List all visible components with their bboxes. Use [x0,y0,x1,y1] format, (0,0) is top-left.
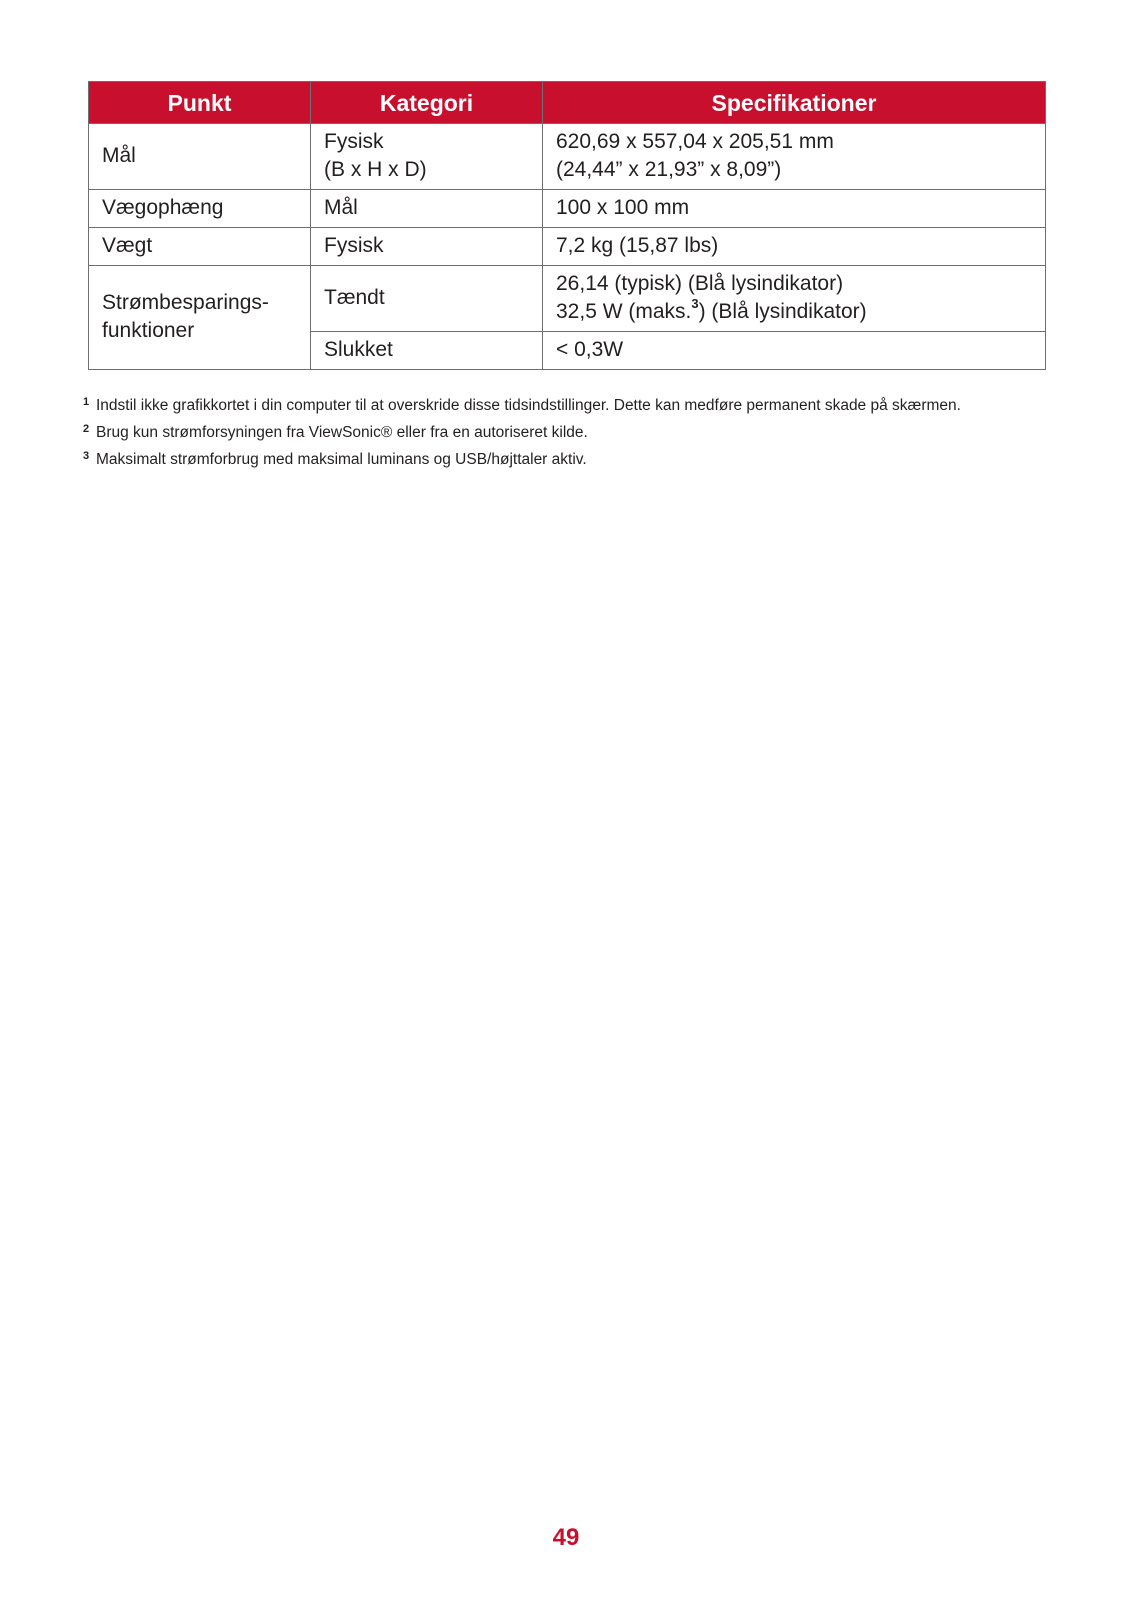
cell-spec-vaegt: 7,2 kg (15,87 lbs) [543,228,1046,266]
header-kategori: Kategori [311,82,543,124]
cell-punkt-vaegophaeng: Vægophæng [89,190,311,228]
footnote-text: Indstil ikke grafikkortet i din computer til at overskride disse tidsindstillinger. Dette kan medføre permanent skade på skærmen. [96,397,961,414]
cell-kategori-taendt: Tændt [311,266,543,332]
cell-kategori-vaegophaeng: Mål [311,190,543,228]
cell-text: funktioner [102,319,195,342]
cell-text: 32,5 W (maks. [556,300,692,323]
cell-text: 26,14 (typisk) (Blå lysindikator) [556,272,844,295]
cell-text: Strømbesparings- [102,291,269,314]
footnote-number: 1 [83,396,90,408]
footnote-2 [83,422,1003,444]
cell-text: 620,69 x 557,04 x 205,51 mm [556,130,834,153]
footnote-number: 2 [83,423,90,435]
cell-kategori-maal [311,124,543,190]
table-row-vaegophaeng [89,190,1046,228]
cell-spec-taendt [543,266,1046,332]
header-punkt: Punkt [89,82,311,124]
table-row-stroembesparing-taendt [89,266,1046,332]
cell-spec-slukket: < 0,3W [543,332,1046,370]
table-row-vaegt [89,228,1046,266]
footnote-3 [83,449,1003,471]
footnotes [83,395,1003,476]
cell-text-with-footnote [556,298,1033,326]
cell-spec-vaegophaeng: 100 x 100 mm [543,190,1046,228]
cell-punkt-vaegt: Vægt [89,228,311,266]
cell-text: Fysisk [324,130,384,153]
specifications-table [88,81,1046,370]
footnote-reference: 3 [691,296,699,311]
footnote-1 [83,395,1003,417]
cell-text: (B x H x D) [324,158,427,181]
table-row-maal [89,124,1046,190]
header-specifikationer: Specifikationer [543,82,1046,124]
cell-spec-maal [543,124,1046,190]
page-number: 49 [552,1524,580,1551]
cell-text: ) (Blå lysindikator) [698,300,867,323]
cell-kategori-slukket: Slukket [311,332,543,370]
cell-punkt-stroembesparing [89,266,311,370]
table-header-row [89,82,1046,124]
footnote-text: Brug kun strømforsyningen fra ViewSonic® eller fra en autoriseret kilde. [96,424,588,441]
cell-kategori-vaegt: Fysisk [311,228,543,266]
cell-text: (24,44” x 21,93” x 8,09”) [556,158,782,181]
footnote-number: 3 [83,450,90,462]
footnote-text: Maksimalt strømforbrug med maksimal luminans og USB/højttaler aktiv. [96,451,587,468]
cell-punkt-maal: Mål [89,124,311,190]
